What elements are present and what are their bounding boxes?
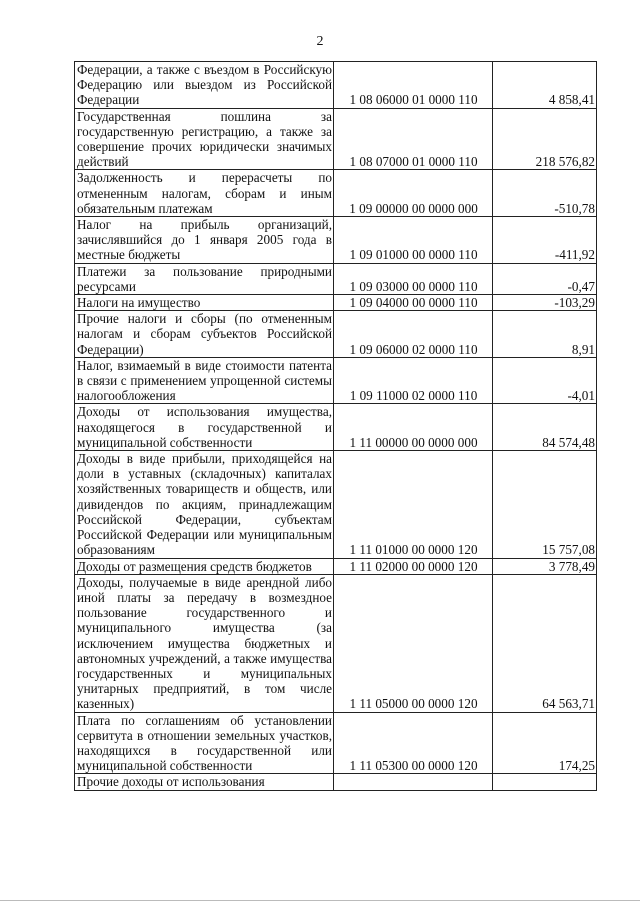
table-row (75, 404, 597, 451)
table-row (75, 263, 597, 294)
row-description: Задолженность и перерасчеты по отмененным налогам, сборам и иным обязательным платежам (75, 170, 334, 217)
row-description: Прочие доходы от использования (75, 774, 334, 790)
row-amount: 64 563,71 (493, 574, 597, 712)
row-amount: 174,25 (493, 712, 597, 774)
row-code: 1 09 06000 02 0000 110 (334, 311, 493, 358)
row-amount (493, 774, 597, 790)
table-row (75, 558, 597, 574)
row-description: Платежи за пользование природными ресурсами (75, 263, 334, 294)
row-code: 1 11 02000 00 0000 120 (334, 558, 493, 574)
row-code: 1 11 05000 00 0000 120 (334, 574, 493, 712)
row-amount: 3 778,49 (493, 558, 597, 574)
table-row (75, 170, 597, 217)
page-bottom-edge (0, 900, 640, 901)
row-code: 1 08 07000 01 0000 110 (334, 108, 493, 170)
row-code: 1 09 03000 00 0000 110 (334, 263, 493, 294)
row-description: Прочие налоги и сборы (по отмененным налогам и сборам субъектов Российской Федерации) (75, 311, 334, 358)
row-amount: -510,78 (493, 170, 597, 217)
row-code: 1 11 05300 00 0000 120 (334, 712, 493, 774)
revenue-table (74, 61, 597, 791)
row-amount: -4,01 (493, 357, 597, 404)
table-row (75, 357, 597, 404)
row-description: Доходы в виде прибыли, приходящейся на доли в уставных (складочных) капиталах хозяйственных товариществ и обществ, или дивидендов по акциям, принадлежащим Российской Федерации, субъектам Российской Федерации или муниципальным образованиям (75, 451, 334, 558)
table-row (75, 62, 597, 109)
table-row (75, 108, 597, 170)
row-code: 1 09 04000 00 0000 110 (334, 295, 493, 311)
row-code: 1 08 06000 01 0000 110 (334, 62, 493, 109)
table-row (75, 311, 597, 358)
row-amount: 4 858,41 (493, 62, 597, 109)
table-row (75, 295, 597, 311)
row-description: Государственная пошлина за государственную регистрацию, а также за совершение прочих юридически значимых действий (75, 108, 334, 170)
row-amount: -0,47 (493, 263, 597, 294)
row-description: Налог на прибыль организаций, зачислявшийся до 1 января 2005 года в местные бюджеты (75, 217, 334, 264)
row-description: Федерации, а также с въездом в Российскую Федерацию или выездом из Российской Федерации (75, 62, 334, 109)
row-description: Налоги на имущество (75, 295, 334, 311)
row-amount: 8,91 (493, 311, 597, 358)
row-code: 1 11 00000 00 0000 000 (334, 404, 493, 451)
row-code: 1 09 01000 00 0000 110 (334, 217, 493, 264)
row-description: Плата по соглашениям об установлении сервитута в отношении земельных участков, находящихся в государственной или муниципальной собственности (75, 712, 334, 774)
row-code: 1 11 01000 00 0000 120 (334, 451, 493, 558)
table-row (75, 451, 597, 558)
row-amount: -103,29 (493, 295, 597, 311)
page-number: 2 (316, 34, 324, 49)
row-description: Налог, взимаемый в виде стоимости патента в связи с применением упрощенной системы налогообложения (75, 357, 334, 404)
row-code: 1 09 00000 00 0000 000 (334, 170, 493, 217)
table-row (75, 712, 597, 774)
row-description: Доходы, получаемые в виде арендной либо иной платы за передачу в возмездное пользование государственного и муниципального имущества (за исключением имущества бюджетных и автономных учреждений, а также имущества государственных и муниципальных унитарных предприятий, в том числе казенных) (75, 574, 334, 712)
row-amount: -411,92 (493, 217, 597, 264)
row-code (334, 774, 493, 790)
row-amount: 15 757,08 (493, 451, 597, 558)
table-row (75, 774, 597, 790)
table-row (75, 217, 597, 264)
table-row (75, 574, 597, 712)
row-amount: 218 576,82 (493, 108, 597, 170)
row-code: 1 09 11000 02 0000 110 (334, 357, 493, 404)
row-description: Доходы от размещения средств бюджетов (75, 558, 334, 574)
row-amount: 84 574,48 (493, 404, 597, 451)
row-description: Доходы от использования имущества, находящегося в государственной и муниципальной собственности (75, 404, 334, 451)
